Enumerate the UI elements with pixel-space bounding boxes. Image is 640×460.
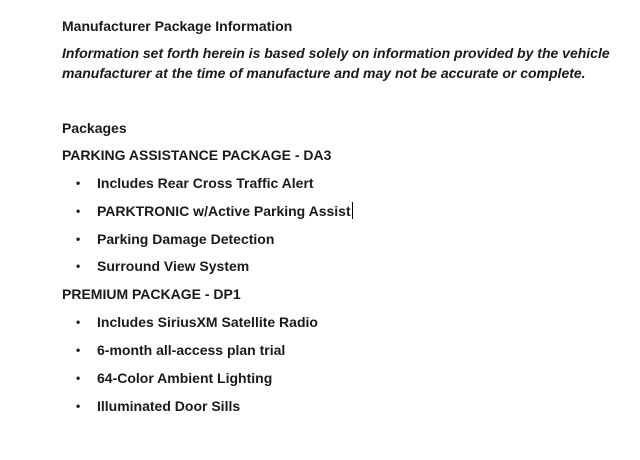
list-item-text: 6-month all-access plan trial — [97, 341, 286, 358]
package-item-list — [62, 312, 622, 415]
list-item-text: Parking Damage Detection — [97, 230, 275, 247]
list-item — [62, 201, 622, 221]
packages-heading: Packages — [62, 120, 127, 136]
document-body — [62, 16, 622, 423]
list-item — [62, 368, 622, 388]
bullet-icon: • — [76, 370, 81, 385]
bullet-icon: • — [76, 315, 81, 330]
list-item-text: Surround View System — [97, 258, 250, 275]
package-name: PREMIUM PACKAGE - DP1 — [62, 286, 241, 303]
bullet-icon: • — [76, 231, 81, 246]
bullet-icon: • — [76, 259, 81, 274]
list-item — [62, 256, 622, 276]
list-item — [62, 173, 622, 193]
text-cursor — [352, 202, 353, 219]
bullet-icon: • — [76, 398, 81, 413]
package-item-list — [62, 173, 622, 276]
disclaimer-text: Information set forth herein is based solely on information provided by the vehicle manufacturer at the time of manufacture and may not be accurate or complete. — [62, 45, 610, 81]
list-item-text: Illuminated Door Sills — [97, 397, 241, 414]
list-item — [62, 340, 622, 360]
list-item-text: Includes SiriusXM Satellite Radio — [97, 314, 318, 331]
list-item-text: Includes Rear Cross Traffic Alert — [97, 175, 314, 191]
package-name: PARKING ASSISTANCE PACKAGE - DA3 — [62, 147, 332, 163]
package-section — [62, 284, 622, 415]
bullet-icon: • — [76, 342, 81, 357]
list-item-text: 64-Color Ambient Lighting — [97, 369, 273, 386]
document-title: Manufacturer Package Information — [62, 18, 293, 34]
bullet-icon: • — [76, 203, 81, 218]
list-item-text: PARKTRONIC w/Active Parking Assist — [97, 202, 351, 219]
package-section — [62, 145, 622, 276]
list-item — [62, 396, 622, 416]
list-item — [62, 312, 622, 332]
bullet-icon: • — [76, 176, 81, 190]
list-item — [62, 229, 622, 249]
